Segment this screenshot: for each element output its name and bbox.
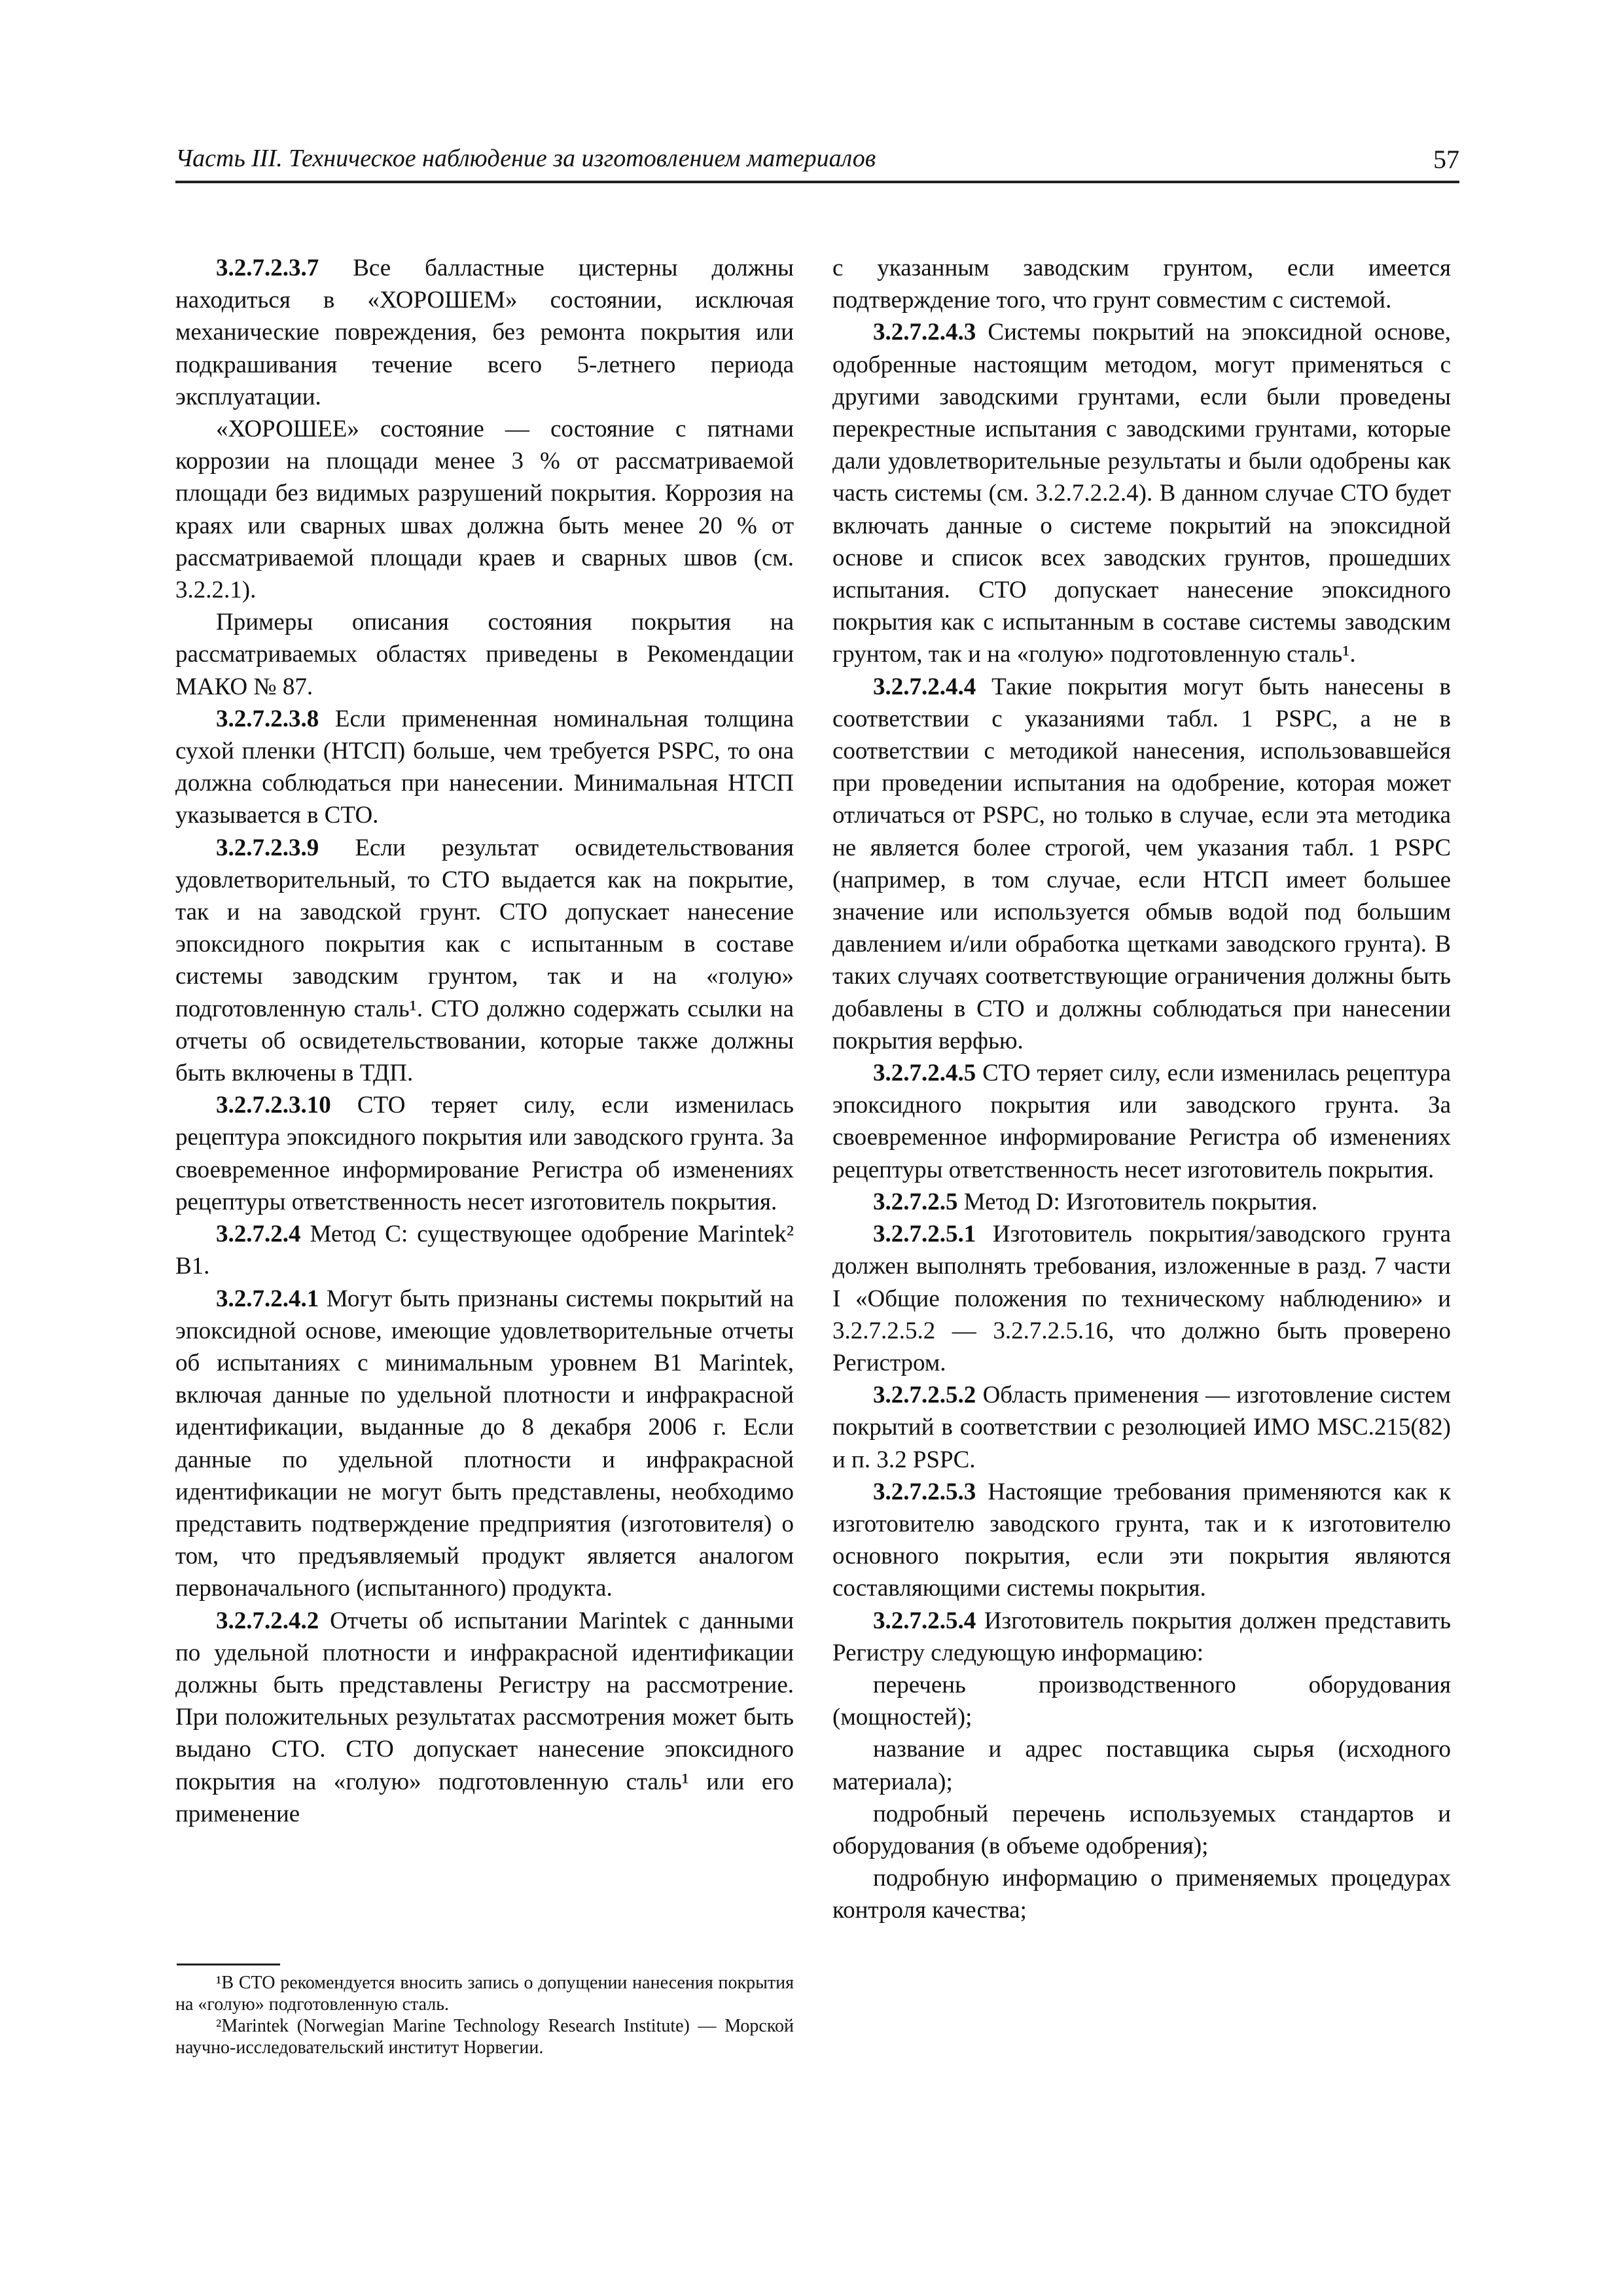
paragraph-text: Отчеты об испытании Marintek с данными по удельной плотности и инфракрасной идентификации должны быть представлены Регистру на рассмотрение. При положительных результатах рассмотрения может быть выдано СТО. СТО допускает нанесение эпоксидного покрытия на «голую» подготовленную сталь¹ или его применение bbox=[175, 1607, 794, 1827]
paragraph-text: Если результат освидетельствования удовлетворительный, то СТО выдается как на покрытие, так и на заводской грунт. СТО допускает нанесение эпоксидного покрытия как с испытанным в составе системы заводским грунтом, так и на «голую» подготовленную сталь¹. СТО должно содержать ссылки на отчеты об освидетельствовании, которые также должны быть включены в ТДП. bbox=[175, 834, 794, 1087]
paragraph-text: СТО теряет силу, если изменилась рецептура эпоксидного покрытия или заводского грунта. За своевременное информирование Регистра об изменениях рецептуры ответственность несет изготовитель покрытия. bbox=[832, 1060, 1451, 1183]
footnote-rule bbox=[177, 1964, 280, 1965]
paragraph-text: Если примененная номинальная толщина сухой пленки (НТСП) больше, чем требуется PSPC, то она должна соблюдаться при нанесении. Минимальная НТСП указывается в СТО. bbox=[175, 705, 794, 829]
right-column bbox=[832, 252, 1451, 1927]
paragraph bbox=[832, 1379, 1451, 1476]
paragraph bbox=[175, 413, 794, 606]
paragraph bbox=[832, 1057, 1451, 1186]
paragraph-text: Настоящие требования применяются как к изготовителю заводского грунта, так и к изготовителю основного покрытия, если эти покрытия являются составляющими системы покрытия. bbox=[832, 1478, 1451, 1602]
paragraph bbox=[175, 832, 794, 1090]
header-rule bbox=[175, 181, 1459, 183]
paragraph-text: подробную информацию о применяемых процедурах контроля качества; bbox=[832, 1865, 1451, 1924]
paragraph bbox=[832, 1218, 1451, 1379]
paragraph bbox=[175, 1218, 794, 1282]
footnotes bbox=[175, 1964, 794, 2058]
paragraph-text: с указанным заводским грунтом, если имеется подтверждение того, что грунт совместим с системой. bbox=[832, 255, 1451, 314]
paragraph bbox=[832, 1605, 1451, 1669]
paragraph-text: Изготовитель покрытия/заводского грунта должен выполнять требования, изложенные в разд. 7 части I «Общие положения по техническому наблюдению» и 3.2.7.2.5.2 — 3.2.7.2.5.16, что должно быть проверено Регистром. bbox=[832, 1221, 1451, 1376]
paragraph-text: Системы покрытий на эпоксидной основе, одобренные настоящим методом, могут применяться с другими заводскими грунтами, если были проведены перекрестные испытания с заводскими грунтами, которые дали удовлетворительные результаты и были одобрены как часть системы (см. 3.2.7.2.2.4). В данном случае СТО будет включать данные о системе покрытий на эпоксидной основе и список всех заводских грунтов, прошедших испытания. СТО допускает нанесение эпоксидного покрытия как с испытанным в составе системы заводским грунтом, так и на «голую» подготовленную сталь¹. bbox=[832, 319, 1451, 668]
paragraph bbox=[832, 252, 1451, 316]
paragraph bbox=[175, 606, 794, 703]
clause-number: 3.2.7.2.5 bbox=[873, 1188, 958, 1215]
paragraph bbox=[175, 1605, 794, 1830]
paragraph bbox=[832, 1186, 1451, 1218]
paragraph-text: Метод С: существующее одобрение Marintek² B1. bbox=[175, 1221, 794, 1280]
clause-number: 3.2.7.2.4.4 bbox=[873, 673, 976, 700]
clause-number: 3.2.7.2.4.3 bbox=[873, 319, 976, 346]
list-item bbox=[832, 1862, 1451, 1926]
paragraph bbox=[175, 1089, 794, 1218]
paragraph-text: Все балластные цистерны должны находиться в «ХОРОШЕМ» состоянии, исключая механические повреждения, без ремонта покрытия или подкрашивания течение всего 5-летнего периода эксплуатации. bbox=[175, 255, 794, 410]
clause-number: 3.2.7.2.3.10 bbox=[216, 1092, 331, 1119]
left-column bbox=[175, 252, 794, 1830]
clause-number: 3.2.7.2.4.2 bbox=[216, 1607, 319, 1634]
paragraph-text: название и адрес поставщика сырья (исходного материала); bbox=[832, 1736, 1451, 1795]
clause-number: 3.2.7.2.5.4 bbox=[873, 1607, 976, 1634]
paragraph-text: Могут быть признаны системы покрытий на эпоксидной основе, имеющие удовлетворительные отчеты об испытаниях с минимальным уровнем B1 Marintek, включая данные по удельной плотности и инфракрасной идентификации, выданные до 8 декабря 2006 г. Если данные по удельной плотности и инфракрасной идентификации не могут быть представлены, необходимо представить подтверждение предприятия (изготовителя) о том, что предъявляемый продукт является аналогом первоначального (испытанного) продукта. bbox=[175, 1285, 794, 1602]
clause-number: 3.2.7.2.5.3 bbox=[873, 1478, 976, 1505]
clause-number: 3.2.7.2.3.7 bbox=[216, 255, 319, 281]
clause-number: 3.2.7.2.4.1 bbox=[216, 1285, 319, 1312]
list-item bbox=[832, 1798, 1451, 1862]
paragraph-text: Область применения — изготовление систем покрытий в соответствии с резолюцией ИМО MSC.215(82) и п. 3.2 PSPC. bbox=[832, 1382, 1451, 1473]
paragraph bbox=[832, 1476, 1451, 1605]
paragraph-text: Такие покрытия могут быть нанесены в соответствии с указаниями табл. 1 PSPC, а не в соответствии с методикой нанесения, использовавшейся при проведении испытания на одобрение, которая может отличаться от PSPC, но только в случае, если эта методика не является более строгой, чем указания табл. 1 PSPC (например, в том случае, если НТСП имеет большее значение или используется обмыв водой под большим давлением и/или обработка щетками заводского грунта). В таких случаях соответствующие ограничения должны быть добавлены в СТО и должны соблюдаться при нанесении покрытия верфью. bbox=[832, 673, 1451, 1054]
clause-number: 3.2.7.2.4 bbox=[216, 1221, 301, 1248]
paragraph-text: Примеры описания состояния покрытия на рассматриваемых областях приведены в Рекомендации МАКО № 87. bbox=[175, 609, 794, 700]
page-number: 57 bbox=[1433, 145, 1459, 174]
clause-number: 3.2.7.2.4.5 bbox=[873, 1060, 976, 1087]
paragraph bbox=[175, 1283, 794, 1605]
paragraph bbox=[832, 671, 1451, 1057]
clause-number: 3.2.7.2.5.1 bbox=[873, 1221, 976, 1248]
clause-number: 3.2.7.2.5.2 bbox=[873, 1382, 976, 1409]
paragraph-text: «ХОРОШЕЕ» состояние — состояние с пятнами коррозии на площади менее 3 % от рассматриваемой площади без видимых разрушений покрытия. Коррозия на краях или сварных швах должна быть менее 20 % от рассматриваемой площади краев и сварных швов (см. 3.2.2.1). bbox=[175, 416, 794, 604]
list-item bbox=[832, 1733, 1451, 1797]
footnote-1: ¹В СТО рекомендуется вносить запись о допущении нанесения покрытия на «голую» подготовленную сталь. bbox=[175, 1973, 794, 2015]
paragraph bbox=[175, 252, 794, 413]
running-header bbox=[175, 143, 1459, 183]
footnote-2: ²Marintek (Norwegian Marine Technology Research Institute) — Морской научно-исследовательский институт Норвегии. bbox=[175, 2016, 794, 2058]
paragraph bbox=[832, 316, 1451, 670]
header-title: Часть III. Техническое наблюдение за изготовлением материалов bbox=[175, 145, 876, 172]
list-item bbox=[832, 1669, 1451, 1733]
paragraph-text: подробный перечень используемых стандартов и оборудования (в объеме одобрения); bbox=[832, 1800, 1451, 1859]
clause-number: 3.2.7.2.3.8 bbox=[216, 705, 319, 732]
clause-number: 3.2.7.2.3.9 bbox=[216, 834, 319, 861]
paragraph-text: СТО теряет силу, если изменилась рецептура эпоксидного покрытия или заводского грунта. За своевременное информирование Регистра об изменениях рецептуры ответственность несет изготовитель покрытия. bbox=[175, 1092, 794, 1215]
paragraph bbox=[175, 703, 794, 832]
paragraph-text: перечень производственного оборудования (мощностей); bbox=[832, 1671, 1451, 1731]
paragraph-text: Изготовитель покрытия должен представить Регистру следующую информацию: bbox=[832, 1607, 1451, 1666]
paragraph-text: Метод D: Изготовитель покрытия. bbox=[957, 1188, 1318, 1215]
